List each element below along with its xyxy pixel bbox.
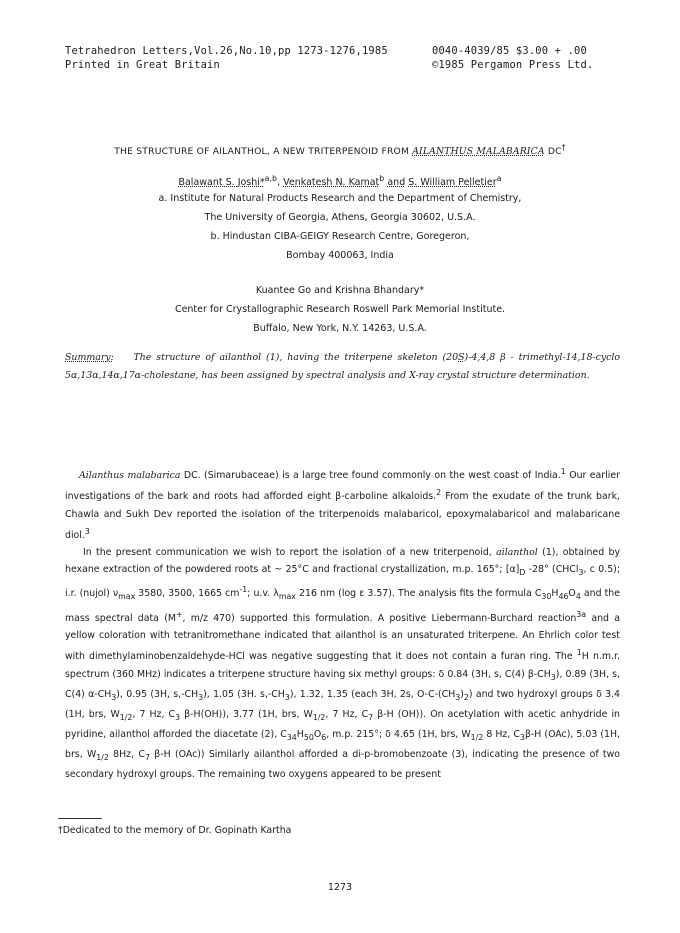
text-run: 3 <box>111 692 117 702</box>
text-run: 30 <box>541 592 552 602</box>
text-run: Our earlier investigations of the bark and roots had afforded eight β-carboline alkaloids. <box>65 470 620 503</box>
affiliation-a-line2: The University of Georgia, Athens, Georgia 30602, U.S.A. <box>204 212 476 223</box>
text-run: 8Hz, C <box>108 748 145 760</box>
summary-s-letter: S <box>458 352 465 363</box>
title-species: AILANTHUS MALABARICA <box>412 146 545 158</box>
text-run: H <box>551 588 559 600</box>
ref-1: 1 <box>560 467 566 476</box>
text-run: max <box>118 592 136 602</box>
text-run: 3 <box>578 568 584 578</box>
abstract <box>65 349 620 385</box>
text-run: 1/2 <box>119 712 133 722</box>
text-run: 50 <box>303 732 314 742</box>
text-run: , 7 Hz, C <box>132 708 176 720</box>
text-run: -1 <box>239 585 248 595</box>
text-run: , m.p. 215°; δ 4.65 (1H, brs, W <box>326 728 471 740</box>
text-run: , m/z 470) supported this formulation. A positive Liebermann-Burchard reaction <box>182 612 577 624</box>
page-number: 1273 <box>327 882 353 893</box>
text-run: ; u.v. λ <box>247 588 279 600</box>
text-run: 8 Hz, C <box>483 728 520 740</box>
text-run: ), 0.95 (3H, s,-CH <box>116 688 199 700</box>
paragraph-1 <box>65 463 620 544</box>
text-run: max <box>278 592 296 602</box>
text-run: 3 <box>455 692 461 702</box>
affiliation-a-line1: a. Institute for Natural Products Research and the Department of Chemistry, <box>158 193 522 204</box>
text-run: 6 <box>321 732 327 742</box>
text-run: 3a <box>576 609 587 619</box>
summary-text-2: )-4,4,8 β - trimethyl-14,18-cyclo 5α,13α,14α,17α-cholestane, has been assigned by spectral analysis and X-ray crystal structure determination. <box>65 352 621 381</box>
journal-citation: Tetrahedron Letters,Vol.26,No.10,pp 1273-1276,1985 <box>65 45 388 57</box>
text-run: 3 <box>175 712 181 722</box>
text-run: 7 <box>368 712 374 722</box>
text-run: , 7 Hz, C <box>325 708 369 720</box>
issn-price: 0040-4039/85 $3.00 + .00 <box>432 45 587 57</box>
text-run: In the present communication we wish to report the isolation of a new triterpenoid, <box>83 547 492 559</box>
text-run: ) <box>460 688 464 700</box>
text-run: β-H (OAc), 5.03 (1H, brs, W <box>65 728 621 760</box>
text-run: 1/2 <box>96 752 109 762</box>
text-run: H n.m.r. spectrum (360 MHz) indicates a triterpene structure having six methyl groups: δ 0.84 (3H, s, C(4) β-CH <box>65 651 620 680</box>
text-run: 216 nm (log ε 3.57). The analysis fits the formula C <box>295 588 542 600</box>
text-run: + <box>175 609 183 619</box>
compound-name: ailanthol <box>496 547 538 559</box>
text-run: 34 <box>286 732 297 742</box>
article-title <box>0 143 680 157</box>
author-line: Balawant S. Joshi*$^{a,b}$, Venkatesh N. Kamat$^b$ and S. William Pelletier$^a$ <box>178 174 502 189</box>
species-name: Ailanthus malabarica <box>79 470 181 482</box>
publisher-header <box>432 44 593 72</box>
text-run: ), 0.89 (3H, s, C(4) α-CH <box>65 668 621 700</box>
text-run: and the mass spectral data (M <box>65 588 621 624</box>
author-joshi-affil: a,b <box>264 174 278 183</box>
text-run: 1 <box>576 648 582 658</box>
affiliation-c-line2: Buffalo, New York, N.Y. 14263, U.S.A. <box>253 323 427 334</box>
text-run: β-H(OH)), 3.77 (1H, brs, W <box>180 708 313 720</box>
text-run: O <box>313 728 322 740</box>
text-run: 3 <box>519 732 525 742</box>
paragraph-2 <box>65 544 620 783</box>
printed-in: Printed in Great Britain <box>65 59 220 71</box>
and-connector: and <box>387 177 406 189</box>
ref-3: 3 <box>84 526 90 536</box>
footnote-rule <box>58 818 102 819</box>
text-run: , c 0.5); i.r. (nujol) ν <box>65 564 620 600</box>
author-joshi: Balawant S. Joshi* <box>178 177 265 189</box>
dagger-mark: † <box>561 143 566 152</box>
text-run: ) and two hydroxyl groups δ 3.4 (1H, brs, W <box>65 688 620 720</box>
summary-label: Summary: <box>65 352 114 363</box>
affiliation-b-line2: Bombay 400063, India <box>286 250 394 261</box>
body-text <box>65 463 620 783</box>
text-run: DC. (Simarubaceae) is a large tree found commonly on the west coast of India. <box>180 470 561 482</box>
text-run: ), 1.32, 1.35 (each 3H, 2s, O-C-(CH <box>289 688 456 700</box>
summary-text-1: The structure of ailanthol (1), having the triterpene skeleton (20 <box>133 352 459 363</box>
text-run: 3 <box>198 692 204 702</box>
title-main: THE STRUCTURE OF AILANTHOL, A NEW TRITERPENOID FROM <box>114 146 410 158</box>
text-run: 3 <box>550 672 556 682</box>
text-run: β-H (OAc)) Similarly ailanthol afforded a di-p-bromobenzoate (3), indicating the presence of two secondary hydroxyl groups. The remaining two oxygens appeared to be present <box>65 748 620 780</box>
text-run: D <box>519 568 526 578</box>
footnote: †Dedicated to the memory of Dr. Gopinath Kartha <box>58 825 292 836</box>
text-run: 4 <box>575 592 581 602</box>
text-run: 2 <box>463 692 469 702</box>
affiliation-b-line1: b. Hindustan CIBA-GEIGY Research Centre, Goregeron, <box>210 231 470 242</box>
copyright: ©1985 Pergamon Press Ltd. <box>432 59 594 71</box>
text-run: -28° (CHCl <box>525 564 579 576</box>
affiliation-c-line1: Center for Crystallographic Research Roswell Park Memorial Institute. <box>174 304 506 315</box>
text-run: O <box>568 588 576 600</box>
text-run: (1), obtained by hexane extraction of the powdered roots at ~ 25°C and fractional crystallization, m.p. 165°; [α] <box>65 547 620 576</box>
text-run: From the exudate of the trunk bark, Chawla and Sukh Dev reported the isolation of the triterpenoids malabaricol, epoxymalabaricol and malabaricane diol. <box>65 491 620 541</box>
text-run: H <box>296 728 304 740</box>
text-run: 1/2 <box>312 712 326 722</box>
author-group-2: Kuantee Go and Krishna Bhandary* <box>255 285 425 296</box>
ref-2: 2 <box>436 488 442 498</box>
text-run: 3 <box>284 692 290 702</box>
author-kamat-affil: b <box>379 174 385 183</box>
author-pelletier: S. William Pelletier <box>408 177 497 189</box>
text-run: 7 <box>144 752 150 762</box>
text-run: 46 <box>558 592 569 602</box>
text-run: 1/2 <box>470 732 484 742</box>
journal-header <box>65 44 388 72</box>
text-run: and a yellow coloration with tetranitromethane indicated that ailanthol is an unsaturated triterpene. An Ehrlich color test with dimethylaminobenzaldehyde-HCl was negative suggesting that it does not contain a furan ring. The <box>65 612 620 663</box>
text-run: 3580, 3500, 1665 cm <box>135 588 240 600</box>
text-run: ), 1.05 (3H. s,-CH <box>203 688 285 700</box>
author-pelletier-affil: a <box>496 174 502 183</box>
title-dc: DC <box>547 146 562 158</box>
text-run: β-H (OH)). On acetylation with acetic anhydride in pyridine, ailanthol afforded the diacetate (2), C <box>65 708 620 740</box>
author-kamat: Venkatesh N. Kamat <box>283 177 380 189</box>
